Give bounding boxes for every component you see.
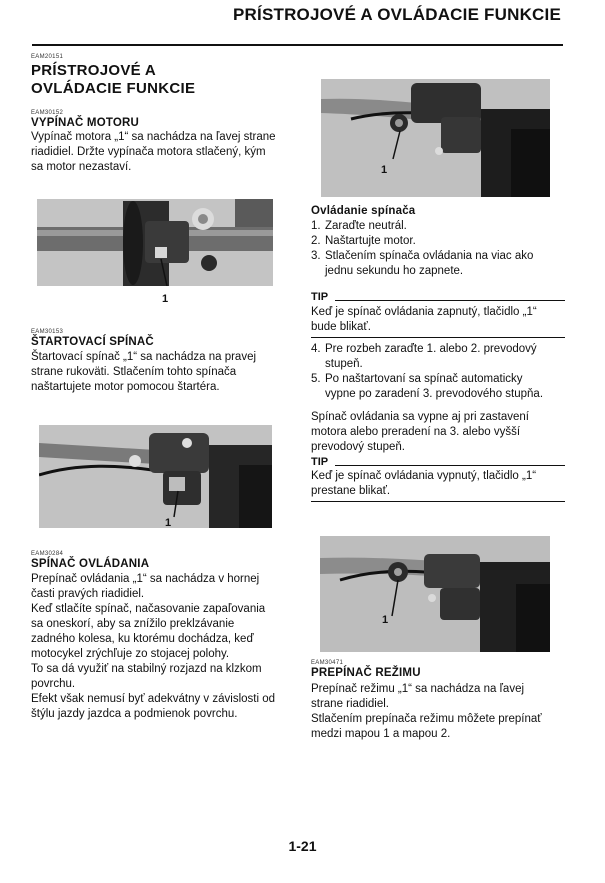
launch-code: EAM30284 xyxy=(31,551,64,557)
mode-photo-callout: 1 xyxy=(382,614,389,626)
launch-heading: SPÍNAČ OVLÁDANIA xyxy=(31,558,150,570)
tip-2-text xyxy=(311,469,565,499)
list-item xyxy=(311,219,565,234)
engine-stop-heading: VYPÍNAČ MOTORU xyxy=(31,117,140,129)
tip-label: TIP xyxy=(311,456,329,468)
text-line: Vypínač motora „1“ sa nachádza na ľavej strane xyxy=(31,131,276,143)
step-text: jednu sekundu ho zapnete. xyxy=(325,265,464,277)
step-text: stupeň. xyxy=(325,358,363,370)
starter-switch-photo xyxy=(39,425,272,528)
mode-text xyxy=(311,682,565,742)
text-line: prestane blikať. xyxy=(311,485,391,497)
text-line: motora alebo preradení na 3. alebo vyšší xyxy=(311,426,521,438)
section-code: EAM20151 xyxy=(31,54,64,60)
step-number: 2. xyxy=(311,235,321,247)
text-line: štýlu jazdy jazdca a podmienok povrchu. xyxy=(31,708,238,720)
engine-stop-code: EAM30152 xyxy=(31,110,64,116)
text-line: zadného kolesa, ku ktorému dochádza, keď xyxy=(31,633,254,645)
step-text: Zaraďte neutrál. xyxy=(325,220,407,232)
step-text: vypne po zaradení 3. prevodového stupňa. xyxy=(325,388,544,400)
step-text: Po naštartovaní sa spínač automaticky xyxy=(325,373,523,385)
text-line: Prepínač ovládania „1“ sa nachádza v hornej xyxy=(31,573,260,585)
text-line: naštartujete motor pomocou štartéra. xyxy=(31,381,220,393)
text-line: časti pravých riadidiel. xyxy=(31,588,145,600)
step-number: 5. xyxy=(311,373,321,385)
engine-stop-text xyxy=(31,130,285,175)
page-number: 1-21 xyxy=(288,838,317,854)
main-heading-line-2: OVLÁDACIE FUNKCIE xyxy=(31,80,196,97)
text-line: Štartovací spínač „1“ sa nachádza na pravej xyxy=(31,351,257,363)
mode-heading: PREPÍNAČ REŽIMU xyxy=(311,667,421,679)
main-heading-line-1: PRÍSTROJOVÉ A xyxy=(31,62,157,79)
text-line: Keď stlačíte spínač, načasovanie zapaľovania xyxy=(31,603,266,615)
engine-stop-callout: 1 xyxy=(162,293,169,305)
engine-stop-switch-photo xyxy=(37,199,273,286)
step-number: 4. xyxy=(311,343,321,355)
starter-callout: 1 xyxy=(165,517,172,529)
tip-end-rule xyxy=(311,337,565,338)
text-line: To sa dá využiť na stabilný rozjazd na klzkom xyxy=(31,663,262,675)
text-line: Prepínač režimu „1“ sa nachádza na ľavej xyxy=(311,683,525,695)
starter-heading: ŠTARTOVACÍ SPÍNAČ xyxy=(31,336,154,348)
step-text: Naštartujte motor. xyxy=(325,235,416,247)
operation-steps xyxy=(311,219,565,279)
text-line: Spínač ovládania sa vypne aj pri zastavení xyxy=(311,411,529,423)
text-line: Keď je spínač ovládania vypnutý, tlačidlo „1“ xyxy=(311,470,537,482)
step-number: 3. xyxy=(311,250,321,262)
operation-steps-continued xyxy=(311,342,565,402)
mode-code: EAM30471 xyxy=(311,660,344,666)
text-line: bude blikať. xyxy=(311,321,371,333)
text-line: povrchu. xyxy=(31,678,76,690)
operation-heading: Ovládanie spínača xyxy=(311,205,416,217)
text-line: Stlačením prepínača režimu môžete prepínať xyxy=(311,713,542,725)
starter-code: EAM30153 xyxy=(31,329,64,335)
list-item xyxy=(311,342,565,372)
text-line: strane riadidiel. xyxy=(311,698,389,710)
main-heading xyxy=(31,62,195,98)
text-line: motocykel zrýchľuje zo stojacej polohy. xyxy=(31,648,230,660)
text-line: sa motor nezastaví. xyxy=(31,161,132,173)
list-item xyxy=(311,372,565,402)
text-line: medzi mapou 1 a mapou 2. xyxy=(311,728,451,740)
launch-switch-photo xyxy=(321,79,550,197)
step-text: Pre rozbeh zaraďte 1. alebo 2. prevodový xyxy=(325,343,537,355)
mode-switch-photo xyxy=(320,536,550,652)
starter-text xyxy=(31,350,285,395)
tip-end-rule xyxy=(311,501,565,502)
text-line: sa oneskorí, aby sa znížilo preklzávanie xyxy=(31,618,235,630)
launch-text xyxy=(31,572,285,722)
text-line: strane rukoväti. Stlačením tohto spínača xyxy=(31,366,237,378)
header-rule xyxy=(32,44,563,46)
list-item xyxy=(311,249,565,279)
step-number: 1. xyxy=(311,220,321,232)
text-line: Efekt však nemusí byť adekvátny v závislosti od xyxy=(31,693,276,705)
text-line: prevodový stupeň. xyxy=(311,441,405,453)
text-line: Keď je spínač ovládania zapnutý, tlačidlo „1“ xyxy=(311,306,537,318)
tip-rule xyxy=(335,465,565,466)
launch-photo-callout: 1 xyxy=(381,164,388,176)
tip-label: TIP xyxy=(311,291,329,303)
step-text: Stlačením spínača ovládania na viac ako xyxy=(325,250,534,262)
page-header xyxy=(0,0,605,50)
tip-rule xyxy=(335,300,565,301)
tip-1-text xyxy=(311,305,565,335)
page-header-title: PRÍSTROJOVÉ A OVLÁDACIE FUNKCIE xyxy=(233,5,561,24)
list-item xyxy=(311,234,565,249)
switch-off-note xyxy=(311,410,565,455)
text-line: riadidiel. Držte vypínača motora stlačený, kým xyxy=(31,146,266,158)
